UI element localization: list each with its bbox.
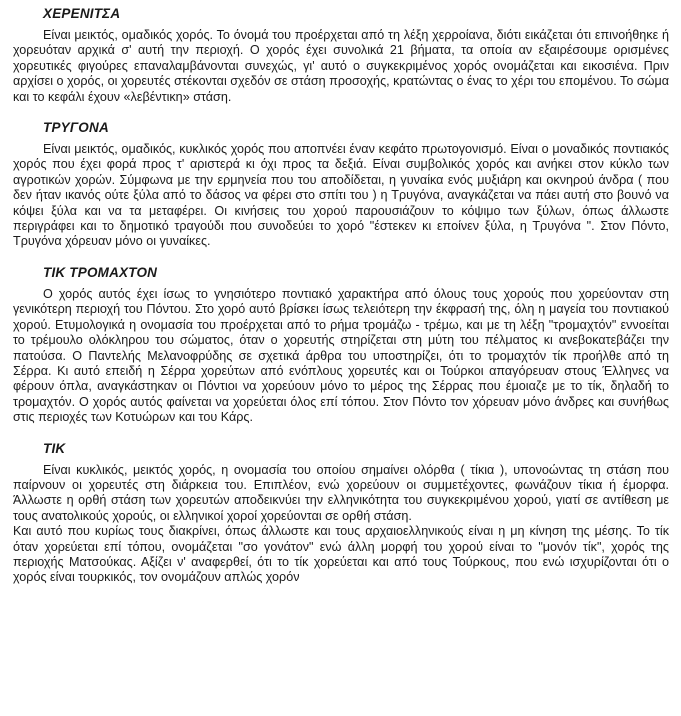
section-heading: ΧΕΡΕΝΙΤΣΑ bbox=[43, 6, 121, 21]
section-cherenitsa bbox=[13, 6, 669, 105]
section-heading: ΤΡΥΓΟΝΑ bbox=[43, 120, 109, 136]
section-trygona bbox=[13, 120, 669, 250]
section-paragraph: Και αυτό που κυρίως τους διακρίνει, όπως άλλωστε και τους αρχαιοελληνικούς είναι η μη κίνηση της μέσης. Το τίκ όταν χορεύεται επί τόπου, ονομάζεται "σο γονάτον" ενώ άλλη μορφή του χορού είναι το "μονόν τίκ", χορός της περιοχής Ματσούκας. Αξίζει ν' αναφερθεί, ότι το τίκ χορεύεται και από τους Τούρκους, που ενώ ισχυρίζονται ότι ο χορός είναι τουρκικός, τον ονομάζουν απλώς χορόν bbox=[13, 524, 669, 585]
section-tik bbox=[13, 441, 669, 586]
section-paragraph: Είναι μεικτός, ομαδικός χορός. Το όνομά του προέρχεται από τη λέξη χερροίανα, διότι εικάζεται ότι επινοήθηκε ή χορευόταν αρχικά σ' αυτή την περιοχή. Ο χορός έχει συνολικά 21 βήματα, τα οποία αν εξαιρέσουμε ορισμένες χορευτικές φιγούρες επαναλαμβάνονται συνεχώς, γι' αυτό ο συγκεκριμένος χορός ονομάζεται και εικοσιένα. Πριν αρχίσει ο χορός, οι χορευτές στέκονται σχεδόν σε στάση προσοχής, κρατώντας ο ένας το χέρι του επομένου. Το σώμα και το κεφάλι έχουν «λεβέντικη» στάση. bbox=[13, 28, 669, 104]
section-paragraph: Είναι κυκλικός, μεικτός χορός, η ονομασία του οποίου σημαίνει ολόρθα ( τίκια ), υπονοώντας τη στάση που παίρνουν οι χορευτές στη διάρκεια του. Επιπλέον, ενώ χορεύουν οι συμμετέχοντες, φωνάζουν τίκια ή έμορφα. Άλλωστε η ορθή στάση των χορευτών αποδεικνύει την ελληνικότητα του συγκεκριμένου χορού, γιατί σε αντίθεση με τους ανατολικούς χορούς, οι ελληνικοί χοροί χορεύονται σε ορθή στάση. bbox=[13, 462, 669, 523]
section-paragraph: Είναι μεικτός, ομαδικός, κυκλικός χορός που αποπνέει έναν κεφάτο πρωτογονισμό. Είναι ο μοναδικός ποντιακός χορός που έχει φορά προς τ' αριστερά κι όχι προς τα δεξιά. Είναι συμβολικός χορός και ανήκει στον κύκλο των αγροτικών χορών. Σύμφωνα με την ερμηνεία που του αποδίδεται, η γυναίκα ενός μυξιάρη και οκνηρού άνδρα ( που δεν ήταν ικανός ούτε ξύλα από το δάσος να φέρει στο σπίτι του ) η Τρυγόνα, αναγκάζεται να πάει αυτή στο βουνό να κόψει ξύλα και να τα μεταφέρει. Οι κινήσεις του χορού παρουσιάζουν το κόψιμο των ξύλων, όπως άλλωστε περιγράφει και το δημοτικό τραγούδι που συνοδεύει το χορό "έστεκεν κι εποίνεν ξύλα, η Τρυγόνα ". Στον Πόντο, Τρυγόνα χόρευαν μόνο οι γυναίκες. bbox=[13, 142, 669, 249]
section-heading: ΤΙΚ ΤΡΟΜΑΧΤΟΝ bbox=[43, 264, 158, 280]
section-tik-tromachton bbox=[13, 265, 669, 426]
section-heading: ΤΙΚ bbox=[43, 440, 66, 456]
section-paragraph: Ο χορός αυτός έχει ίσως το γνησιότερο ποντιακό χαρακτήρα από όλους τους χορούς που χορεύονταν στη γενικότερη περιοχή του Πόντου. Στο χορό αυτό βρίσκει ίσως τελειότερη την έκφρασή της, όλη η μαγεία του ποντιακού χορού. Ετυμολογικά η ονομασία του προέρχεται από το ρήμα τρομάζω - τρέμω, και με τη λέξη "τρομαχτόν" εννοείται το τρέμουλο ολόκληρου του σώματος, όταν ο χορευτής στηρίζεται στη μύτη του πέλματος κι ανεβοκατεβάζει την πατούσα. Ο Παντελής Μελανοφρύδης σε σχετικά άρθρα του υποστηρίζει, ότι το τρομαχτόν τίκ προήλθε από τη Σέρρα. Κι αυτό επειδή η Σέρρα χορεύτων από ενόπλους χορευτές και οι Τούρκοι απαγόρευαν στους Έλληνες να φέρουν όπλα, αναγκάστηκαν οι Πόντιοι να χορεύουν μόνο το μέρος της Σέρρας που έμοιαζε με το τίκ, δηλαδή το τρομαχτόν. Ο χορός αυτός φαίνεται να χορεύεται όλος επί τόπου. Στον Πόντο τον χόρευαν μόνο άνδρες και συνήθως στις περιοχές των Κοτυώρων και του Κάρς. bbox=[13, 286, 669, 425]
